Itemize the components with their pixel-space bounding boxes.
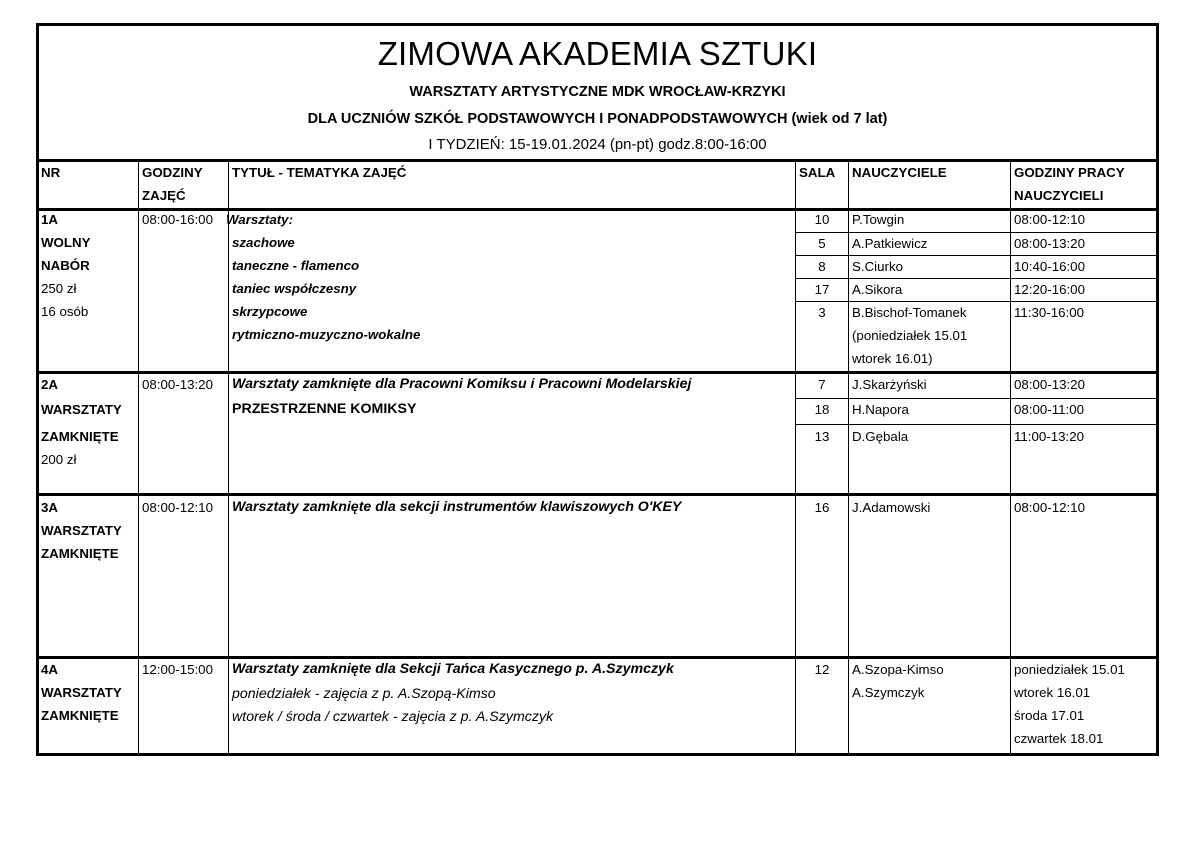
subrow-line	[796, 232, 1159, 233]
row2-hours: 08:00-13:20	[142, 377, 213, 392]
row4-nr: 4A	[41, 662, 58, 677]
col-header-hours-2: ZAJĘĆ	[142, 188, 186, 203]
row2-work-time: 08:00-11:00	[1014, 402, 1084, 417]
page-title: ZIMOWA AKADEMIA SZTUKI	[377, 35, 818, 72]
subrow-line	[796, 278, 1159, 279]
row1-teacher: A.Sikora	[852, 282, 903, 297]
row4-teacher: A.Szymczyk	[852, 685, 925, 700]
week-dates: I TYDZIEŃ: 15-19.01.2024 (pn-pt) godz.8:00-16:00	[428, 136, 767, 153]
row3-teacher: J.Adamowski	[852, 500, 931, 515]
row3-hours: 08:00-12:10	[142, 500, 213, 515]
row3-nr: 3A	[41, 500, 58, 515]
row3-topic-head: Warsztaty zamknięte dla sekcji instrumentów klawiszowych O'KEY	[232, 499, 682, 515]
col-header-room: SALA	[799, 165, 836, 180]
subrow-line	[796, 398, 1159, 399]
row1-teacher-note: (poniedziałek 15.01	[852, 328, 968, 343]
row1-work-time: 08:00-12:10	[1014, 212, 1085, 227]
row4-type: WARSZTATY	[41, 685, 122, 700]
row4-topic-head: Warsztaty zamknięte dla Sekcji Tańca Kasycznego p. A.Szymczyk	[232, 661, 674, 677]
col-header-work-hours-2: NAUCZYCIELI	[1014, 188, 1104, 203]
row1-work-time: 08:00-13:20	[1014, 236, 1085, 251]
row2-room: 7	[818, 377, 826, 392]
row1-topic-item: szachowe	[232, 235, 295, 250]
row3-type-2: ZAMKNIĘTE	[41, 546, 119, 561]
col-line-1	[138, 160, 139, 753]
row1-topic-head: Warsztaty:	[226, 212, 293, 227]
row2-topic-sub: PRZESTRZENNE KOMIKSY	[232, 401, 417, 417]
row3-work-time: 08:00-12:10	[1014, 500, 1085, 515]
row1-room: 10	[814, 212, 830, 227]
header-divider	[39, 159, 1156, 162]
subrow-line	[796, 301, 1159, 302]
col-header-topic: TYTUŁ - TEMATYKA ZAJĘĆ	[232, 165, 407, 180]
col-header-hours-1: GODZINY	[142, 165, 203, 180]
row2-work-time: 08:00-13:20	[1014, 377, 1085, 392]
row1-topic-item: rytmiczno-muzyczno-wokalne	[232, 327, 421, 342]
col-header-work-hours-1: GODZINY PRACY	[1014, 165, 1125, 180]
col-line-5	[1010, 160, 1011, 753]
col-line-4	[848, 160, 849, 753]
col-line-2	[228, 160, 229, 753]
row1-teacher: S.Ciurko	[852, 259, 903, 274]
row1-hours: 08:00-16:00	[142, 212, 213, 227]
col-header-teachers: NAUCZYCIELE	[852, 165, 947, 180]
subrow-line	[796, 424, 1159, 425]
row2-type: WARSZTATY	[41, 402, 122, 417]
row1-teacher: A.Patkiewicz	[852, 236, 928, 251]
row1-work-time: 12:20-16:00	[1014, 282, 1085, 297]
row2-teacher: J.Skarżyński	[852, 377, 927, 392]
subtitle-audience: DLA UCZNIÓW SZKÓŁ PODSTAWOWYCH I PONADPODSTAWOWYCH (wiek od 7 lat)	[307, 111, 888, 127]
row1-price: 250 zł	[41, 281, 77, 296]
col-header-nr: NR	[41, 165, 61, 180]
row4-hours: 12:00-15:00	[142, 662, 213, 677]
row4-topic-line: poniedziałek - zajęcia z p. A.Szopą-Kimso	[232, 686, 496, 702]
row1-room: 3	[818, 305, 826, 320]
row1-topic-item: skrzypcowe	[232, 304, 308, 319]
row2-work-time: 11:00-13:20	[1014, 429, 1084, 444]
row4-teacher: A.Szopa-Kimso	[852, 662, 944, 677]
row1-work-time: 11:30-16:00	[1014, 305, 1084, 320]
row2-type-2: ZAMKNIĘTE	[41, 429, 119, 444]
row4-type-2: ZAMKNIĘTE	[41, 708, 119, 723]
row3-room: 16	[814, 500, 830, 515]
row3-type: WARSZTATY	[41, 523, 122, 538]
row1-room: 17	[814, 282, 830, 297]
row1-teacher: B.Bischof-Tomanek	[852, 305, 967, 320]
row1-work-time: 10:40-16:00	[1014, 259, 1085, 274]
row2-teacher: D.Gębala	[852, 429, 909, 444]
row1-room: 5	[818, 236, 826, 251]
row2-room: 13	[814, 429, 830, 444]
row2-nr: 2A	[41, 377, 58, 392]
row4-topic-line: wtorek / środa / czwartek - zajęcia z p. A.Szymczyk	[232, 709, 554, 725]
row2-room: 18	[814, 402, 830, 417]
row1-nr: 1A	[41, 212, 58, 227]
row1-teacher: P.Towgin	[852, 212, 905, 227]
row2-topic-head: Warsztaty zamknięte dla Pracowni Komiksu i Pracowni Modelarskiej	[232, 376, 692, 392]
row2-price: 200 zł	[41, 452, 77, 467]
subtitle-workshops: WARSZTATY ARTYSTYCZNE MDK WROCŁAW-KRZYKI	[409, 84, 786, 100]
row4-room: 12	[814, 662, 830, 677]
row2-teacher: H.Napora	[852, 402, 909, 417]
row1-teacher-note: wtorek 16.01)	[852, 351, 933, 366]
row4-day: czwartek 18.01	[1014, 731, 1104, 746]
row4-day: poniedziałek 15.01	[1014, 662, 1125, 677]
schedule-sheet	[36, 23, 1159, 756]
row1-capacity: 16 osób	[41, 304, 89, 319]
row4-day: środa 17.01	[1014, 708, 1085, 723]
row1-topic-item: taniec współczesny	[232, 281, 357, 296]
row4-day: wtorek 16.01	[1014, 685, 1091, 700]
row1-type: WOLNY	[41, 235, 91, 250]
row1-type-2: NABÓR	[41, 258, 90, 273]
row1-topic-item: taneczne - flamenco	[232, 258, 360, 273]
subrow-line	[796, 255, 1159, 256]
row1-room: 8	[818, 259, 826, 274]
